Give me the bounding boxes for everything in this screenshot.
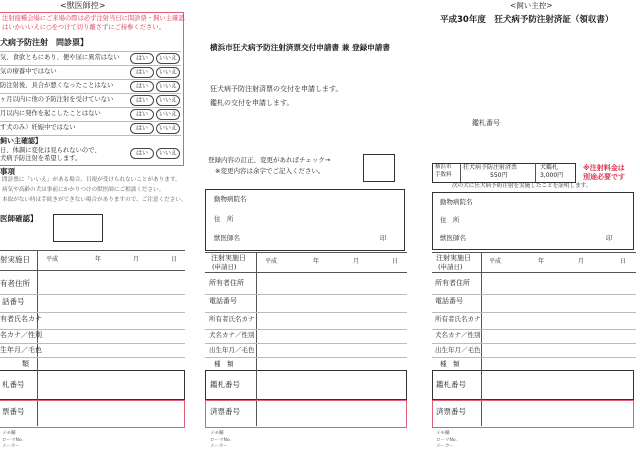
breed-label: 類 — [22, 360, 29, 368]
correction-line-2: ※変更内容は余字でご記入ください。 — [215, 167, 325, 175]
question-5: 月以内に発作を起こしたことはない — [0, 110, 101, 117]
date-year-unit: 年 — [313, 258, 320, 265]
tag-number-heading: 鑑札番号 — [472, 119, 500, 127]
owner-confirm-line-1: 日、体調に変化は見られないので、 — [0, 147, 101, 154]
dog-kana-label: 犬名カナ／性別 — [435, 331, 481, 339]
confirm-yes-option[interactable]: はい — [130, 148, 154, 159]
question-6: す犬のみ）妊娠中ではない — [0, 124, 76, 131]
date-day-unit: 日 — [171, 256, 178, 263]
fee-item-2: 犬鑑札 — [540, 164, 559, 171]
date-sublabel: (申請日) — [438, 263, 463, 271]
notice-line-2: はいかいいえに○をつけて切り離さずにご持参ください。 — [2, 24, 165, 31]
date-year-unit: 年 — [538, 258, 545, 265]
hospital-name-label: 動物病院名 — [214, 195, 247, 203]
owner-kana-label: 所有者氏名カナ — [209, 315, 255, 323]
owner-confirm-title: 飼い主確認】 — [0, 137, 42, 145]
tag-label: 鑑札番号 — [436, 380, 466, 389]
footer-roman-no: ローマNo. — [436, 438, 457, 443]
q2-yes-option[interactable]: はい — [130, 67, 154, 78]
certification-text: 次の犬に狂犬病予防注射を実施したことを証明します。 — [452, 183, 592, 189]
phone-label: 電話番号 — [435, 297, 463, 305]
owner-address-label: 所有者住所 — [209, 279, 244, 287]
q5-no-option[interactable]: いいえ — [156, 109, 180, 120]
fee-note-1: ※注射料金は — [583, 164, 625, 172]
date-day-unit: 日 — [620, 258, 627, 265]
address-label: 有者住所 — [0, 279, 30, 288]
date-month-unit: 月 — [578, 258, 585, 265]
q3-no-option[interactable]: いいえ — [156, 81, 180, 92]
hospital-address-label: 住 所 — [214, 215, 234, 223]
footer-maker: メーカー — [210, 444, 228, 449]
ticket-number-box — [0, 400, 185, 428]
notes-title: 事項 — [0, 167, 15, 176]
footer-roman-no: ローマNo. — [2, 438, 23, 443]
q5-yes-option[interactable]: はい — [130, 109, 154, 120]
footer-memo: メモ欄 — [436, 431, 450, 436]
date-sublabel: (申請日) — [212, 263, 237, 271]
note-1: 問診票に「いいえ」がある場合、目視が受けられないことがあります。 — [2, 177, 181, 183]
hospital-address-label: 住 所 — [440, 216, 460, 224]
owner-kana-label: 有者氏名カナ — [0, 315, 42, 323]
owner-copy-header: <飼い主控> — [510, 1, 553, 10]
q6-no-option[interactable]: いいえ — [156, 123, 180, 134]
ticket-label: 済票番号 — [436, 407, 466, 416]
date-month-unit: 月 — [133, 256, 140, 263]
seal-mark: 印 — [606, 234, 613, 242]
owner-address-label: 所有者住所 — [435, 279, 470, 287]
fee-note-2: 別途必要です — [583, 173, 625, 181]
question-2: 気の療養中ではない — [0, 68, 57, 75]
footer-memo: メモ欄 — [210, 431, 224, 436]
vet-confirm-stamp-box[interactable] — [53, 214, 103, 242]
notice-line-1: 注射接種会場にご来場の際は必ず注射当日に問診票・飼い主確認 — [2, 15, 185, 22]
ticket-label: 票番号 — [2, 407, 25, 416]
question-3: 防注射後、具合が悪くなったことはない — [0, 82, 114, 89]
application-body-1: 狂犬病予防注射済票の交付を申請します。 — [210, 85, 343, 93]
date-month-unit: 月 — [353, 258, 360, 265]
question-4: ヶ月以内に他の予防注射を受けていない — [0, 96, 114, 103]
note-3: 本取がない時は手続きができない場合がありますので、ご注意ください。 — [2, 197, 187, 203]
tag-label: 札番号 — [2, 380, 25, 389]
fee-item-2-price: 3,000円 — [540, 172, 564, 179]
vet-name-label: 獣医師名 — [214, 234, 240, 242]
vet-copy-header: <獣医師控> — [60, 1, 106, 10]
confirm-no-option[interactable]: いいえ — [156, 148, 180, 159]
hospital-name-label: 動物病院名 — [440, 198, 473, 206]
seal-mark: 印 — [380, 234, 387, 242]
ticket-label: 済票番号 — [210, 407, 240, 416]
q4-yes-option[interactable]: はい — [130, 95, 154, 106]
fee-item-1: 狂犬病予防注射済票 — [463, 164, 518, 171]
application-title: 横浜市狂犬病予防注射済票交付申請書 兼 登録申請書 — [210, 43, 390, 52]
birth-label: 出生年月／毛色 — [435, 346, 481, 354]
date-era: 平成 — [489, 258, 502, 265]
footer-memo: メモ欄 — [2, 431, 16, 436]
date-label: 注射実施日 — [211, 254, 246, 262]
q3-yes-option[interactable]: はい — [130, 81, 154, 92]
owner-kana-label: 所有者氏名カナ — [435, 315, 481, 323]
application-body-2: 鑑札の交付を申請します。 — [210, 99, 294, 107]
footer-roman-no: ローマNo. — [210, 438, 231, 443]
q1-no-option[interactable]: いいえ — [156, 53, 180, 64]
q4-no-option[interactable]: いいえ — [156, 95, 180, 106]
date-era: 平成 — [265, 258, 278, 265]
footer-maker: メーカー — [436, 444, 454, 449]
question-1: 気、食欲ともにあり、便や尿に異常はない — [0, 54, 120, 61]
correction-line-1: 登録内容の訂正、変更があればチェック→ — [208, 156, 331, 164]
fee-label: 手数料 — [435, 172, 452, 178]
dog-kana-label: 名カナ／性別 — [0, 331, 42, 339]
date-year-unit: 年 — [95, 256, 102, 263]
fee-item-1-price: 550円 — [490, 172, 508, 179]
tag-label: 鑑札番号 — [210, 380, 240, 389]
fee-city: 横浜市 — [435, 164, 452, 170]
birth-label: 出生年月／毛色 — [209, 346, 255, 354]
correction-checkbox[interactable] — [363, 154, 395, 182]
phone-label: 電話番号 — [209, 297, 237, 305]
date-era: 平成 — [46, 256, 59, 263]
phone-label: 話番号 — [2, 297, 25, 306]
dog-kana-label: 犬名カナ／性別 — [209, 331, 255, 339]
q2-no-option[interactable]: いいえ — [156, 67, 180, 78]
q1-yes-option[interactable]: はい — [130, 53, 154, 64]
breed-label: 種 類 — [440, 360, 460, 368]
birth-label: 生年月／毛色 — [0, 346, 42, 354]
footer-maker: メーカー — [2, 444, 20, 449]
tag-number-box — [0, 370, 185, 400]
q6-yes-option[interactable]: はい — [130, 123, 154, 134]
vet-name-label: 獣医師名 — [440, 234, 466, 242]
vet-confirm-label: 医師確認】 — [0, 214, 38, 223]
date-label: 射実施日 — [0, 255, 30, 264]
breed-label: 種 類 — [214, 360, 234, 368]
receipt-title: 平成30年度 狂犬病予防注射済証（領収書） — [440, 15, 614, 25]
questionnaire-title: 犬病予防注射 問診票】 — [0, 38, 88, 47]
date-label: 注射実施日 — [436, 254, 471, 262]
note-2: 病気や高齢の犬は事前にかかりつけの獣医師にご相談ください。 — [2, 187, 165, 193]
date-day-unit: 日 — [392, 258, 399, 265]
owner-confirm-line-2: 犬病予防注射を希望します。 — [0, 155, 82, 162]
